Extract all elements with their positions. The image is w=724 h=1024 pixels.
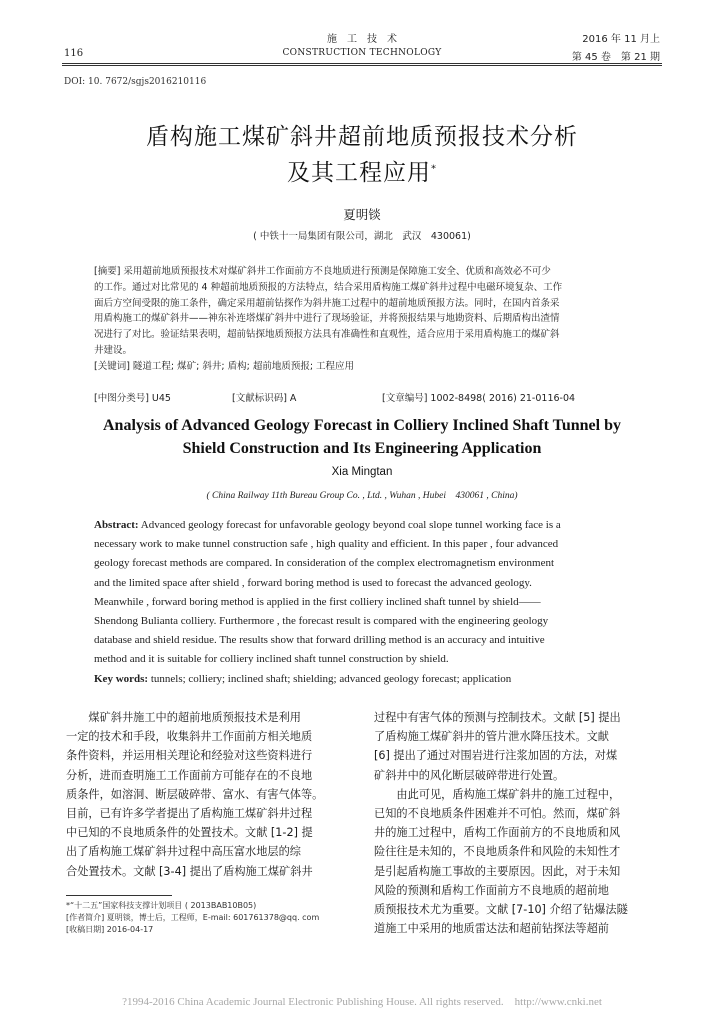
- abstract-en-line: Shendong Bulianta colliery. Furthermore , the forecast result is compared with the engineering geology: [94, 615, 549, 628]
- journal-name-cn: 施 工 技 术: [327, 34, 397, 45]
- abstract-cn: [94, 264, 636, 375]
- abstract-cn-line: 用盾构施工的煤矿斜井——神东补连塔煤矿斜井中进行了现场验证，并将预报结果与地勘资料、后期盾构出渣情: [94, 313, 560, 325]
- body-line: 过程中有害气体的预测与控制技术。文献 [5] 提出: [374, 711, 621, 724]
- body-line: 风险的预测和盾构工作面前方不良地质的超前地: [374, 883, 609, 897]
- body-line: 了盾构施工煤矿斜井的管片泄水降压技术。文献: [374, 730, 609, 744]
- page-number: 116: [64, 48, 84, 59]
- title-cn-line2-text: 及其工程应用: [287, 160, 431, 186]
- keywords-en: tunnels; colliery; inclined shaft; shielding; advanced geology forecast; application: [150, 672, 512, 685]
- affiliation-cn: ( 中铁十一局集团有限公司，湖北 武汉 430061): [253, 231, 471, 242]
- abstract-cn-line: 井建设。: [94, 344, 133, 356]
- abstract-cn-line: 面后方空间受限的施工条件，确定采用超前钻探作为斜井施工过程中的超前地质预报方法。同时，在国内首条采: [94, 297, 560, 309]
- footnote-rule: [66, 895, 172, 896]
- title-footnote-mark: *: [431, 163, 437, 175]
- body-line: 分析，进而查明施工工作面前方可能存在的不良地: [66, 768, 313, 782]
- issue-volume: 第 45 卷 第 21 期: [571, 52, 660, 63]
- abstract-en: [94, 516, 630, 689]
- body-line: 由此可见，盾构施工煤矿斜井的施工过程中，: [374, 787, 621, 801]
- body-line: 合处置技术。文献 [3-4] 提出了盾构施工煤矿斜井: [66, 864, 313, 878]
- body-line: [6] 提出了通过对围岩进行注浆加固的方法，对煤: [374, 749, 618, 763]
- document-code-cn: [文献标识码] A: [232, 393, 297, 404]
- header-rule: [62, 63, 662, 64]
- abstract-en-text: Advanced geology forecast for unfavorable geology beyond coal slope tunnel working face is a: [140, 519, 561, 531]
- footnote-funding: *“十二五”国家科技支撑计划项目 ( 2013BAB10B05): [66, 901, 257, 910]
- title-cn-line2: [0, 154, 724, 187]
- body-line: 是引起盾构施工事故的主要原因。因此，对于未知: [374, 864, 621, 878]
- keywords-en-line: [94, 670, 630, 689]
- body-column-left: [66, 708, 352, 881]
- article-number-cn: [文章编号] 1002-8498( 2016) 21-0116-04: [382, 393, 576, 404]
- body-line: 险往往是未知的，不良地质条件和风险的未知性才: [374, 845, 621, 859]
- body-line: 一定的技术和手段，收集斜井工作面前方相关地质: [66, 730, 313, 744]
- body-line: 中已知的不良地质条件的处置技术。文献 [1-2] 提: [66, 826, 313, 840]
- body-line: 井的施工过程中，盾构工作面前方的不良地质和风: [374, 826, 621, 840]
- issue-date: 2016 年 11 月上: [582, 34, 660, 45]
- footnote-author: [作者简介] 夏明锬，博士后，工程师，E-mail: 601761378@qq. com: [66, 913, 320, 922]
- body-line: 煤矿斜井施工中的超前地质预报技术是利用: [66, 711, 301, 724]
- author-en: Xia Mingtan: [331, 466, 393, 478]
- footnote-received: [收稿日期] 2016-04-17: [66, 925, 154, 934]
- abstract-en-line: database and shield residue. The results show that forward drilling method is an accuracy and intuitive: [94, 634, 545, 647]
- abstract-cn-line: 况进行了对比。验证结果表明，超前钻探地质预报方法具有准确性和直观性，适合应用于采用盾构施工的煤矿斜: [94, 329, 560, 341]
- abstract-en-line: method and it is suitable for colliery inclined shaft tunnel construction by shield.: [94, 653, 449, 666]
- copyright-notice: ?1994-2016 China Academic Journal Electronic Publishing House. All rights reserved. http://www.cnki.net: [122, 996, 602, 1008]
- author-cn: 夏明锬: [343, 207, 381, 222]
- keywords-cn: [关键词] 隧道工程; 煤矿; 斜井; 盾构; 超前地质预报; 工程应用: [94, 360, 355, 372]
- body-line: 质条件，如溶洞、断层破碎带、富水、有害气体等。: [66, 787, 324, 801]
- title-en-line1: Analysis of Advanced Geology Forecast in Colliery Inclined Shaft Tunnel by: [103, 417, 621, 434]
- abstract-en-line: geology forecast methods are compared. In consideration of the complex electromagnetism environment: [94, 557, 555, 570]
- doi: DOI: 10. 7672/sgjs2016210116: [64, 77, 207, 87]
- title-cn-line1: 盾构施工煤矿斜井超前地质预报技术分析: [146, 124, 578, 150]
- abstract-en-label: Abstract:: [94, 519, 139, 531]
- title-en-line2: Shield Construction and Its Engineering Application: [182, 440, 542, 457]
- abstract-en-line: and the limited space after shield , forward boring method is used to forecast the advanced geology.: [94, 576, 532, 589]
- body-line: 质预报技术尤为重要。文献 [7-10] 介绍了钻爆法隧: [374, 903, 628, 917]
- body-line: 道施工中采用的地质雷达法和超前钻探法等超前: [374, 922, 609, 936]
- title-en: [70, 414, 654, 460]
- header-rule-thin: [62, 65, 662, 66]
- abstract-cn-line: [摘要] 采用超前地质预报技术对煤矿斜井工作面前方不良地质进行预测是保障施工安全、优质和高效必不可少: [94, 266, 551, 277]
- body-line: 出了盾构施工煤矿斜井过程中高压富水地层的综: [66, 845, 301, 859]
- abstract-en-line: Meanwhile , forward boring method is applied in the first colliery inclined shaft tunnel by shield——: [94, 595, 541, 608]
- affiliation-en: ( China Railway 11th Bureau Group Co. , Ltd. , Wuhan , Hubei 430061 , China): [206, 491, 518, 501]
- abstract-en-line: [94, 516, 630, 535]
- footnotes: [66, 900, 356, 936]
- body-line: 目前，已有许多学者提出了盾构施工煤矿斜井过程: [66, 807, 313, 821]
- keywords-en-label: Key words:: [94, 672, 149, 685]
- body-line: 矿斜井中的风化断层破碎带进行处置。: [374, 768, 565, 782]
- journal-name-en: CONSTRUCTION TECHNOLOGY: [282, 48, 442, 58]
- class-number-cn: [中图分类号] U45: [94, 393, 171, 404]
- body-line: 已知的不良地质条件困难并不可怕。然而，煤矿斜: [374, 807, 621, 821]
- abstract-cn-line: 的工作。通过对比常见的 4 种超前地质预报的方法特点，结合采用盾构施工煤矿斜井过程中电磁环境复杂、工作: [94, 281, 563, 293]
- body-line: 条件资料，并运用相关理论和经验对这些资料进行: [66, 749, 313, 763]
- abstract-en-line: necessary work to make tunnel construction safe , high quality and efficient. In this paper , four advanced: [94, 538, 559, 551]
- body-column-right: [374, 708, 664, 938]
